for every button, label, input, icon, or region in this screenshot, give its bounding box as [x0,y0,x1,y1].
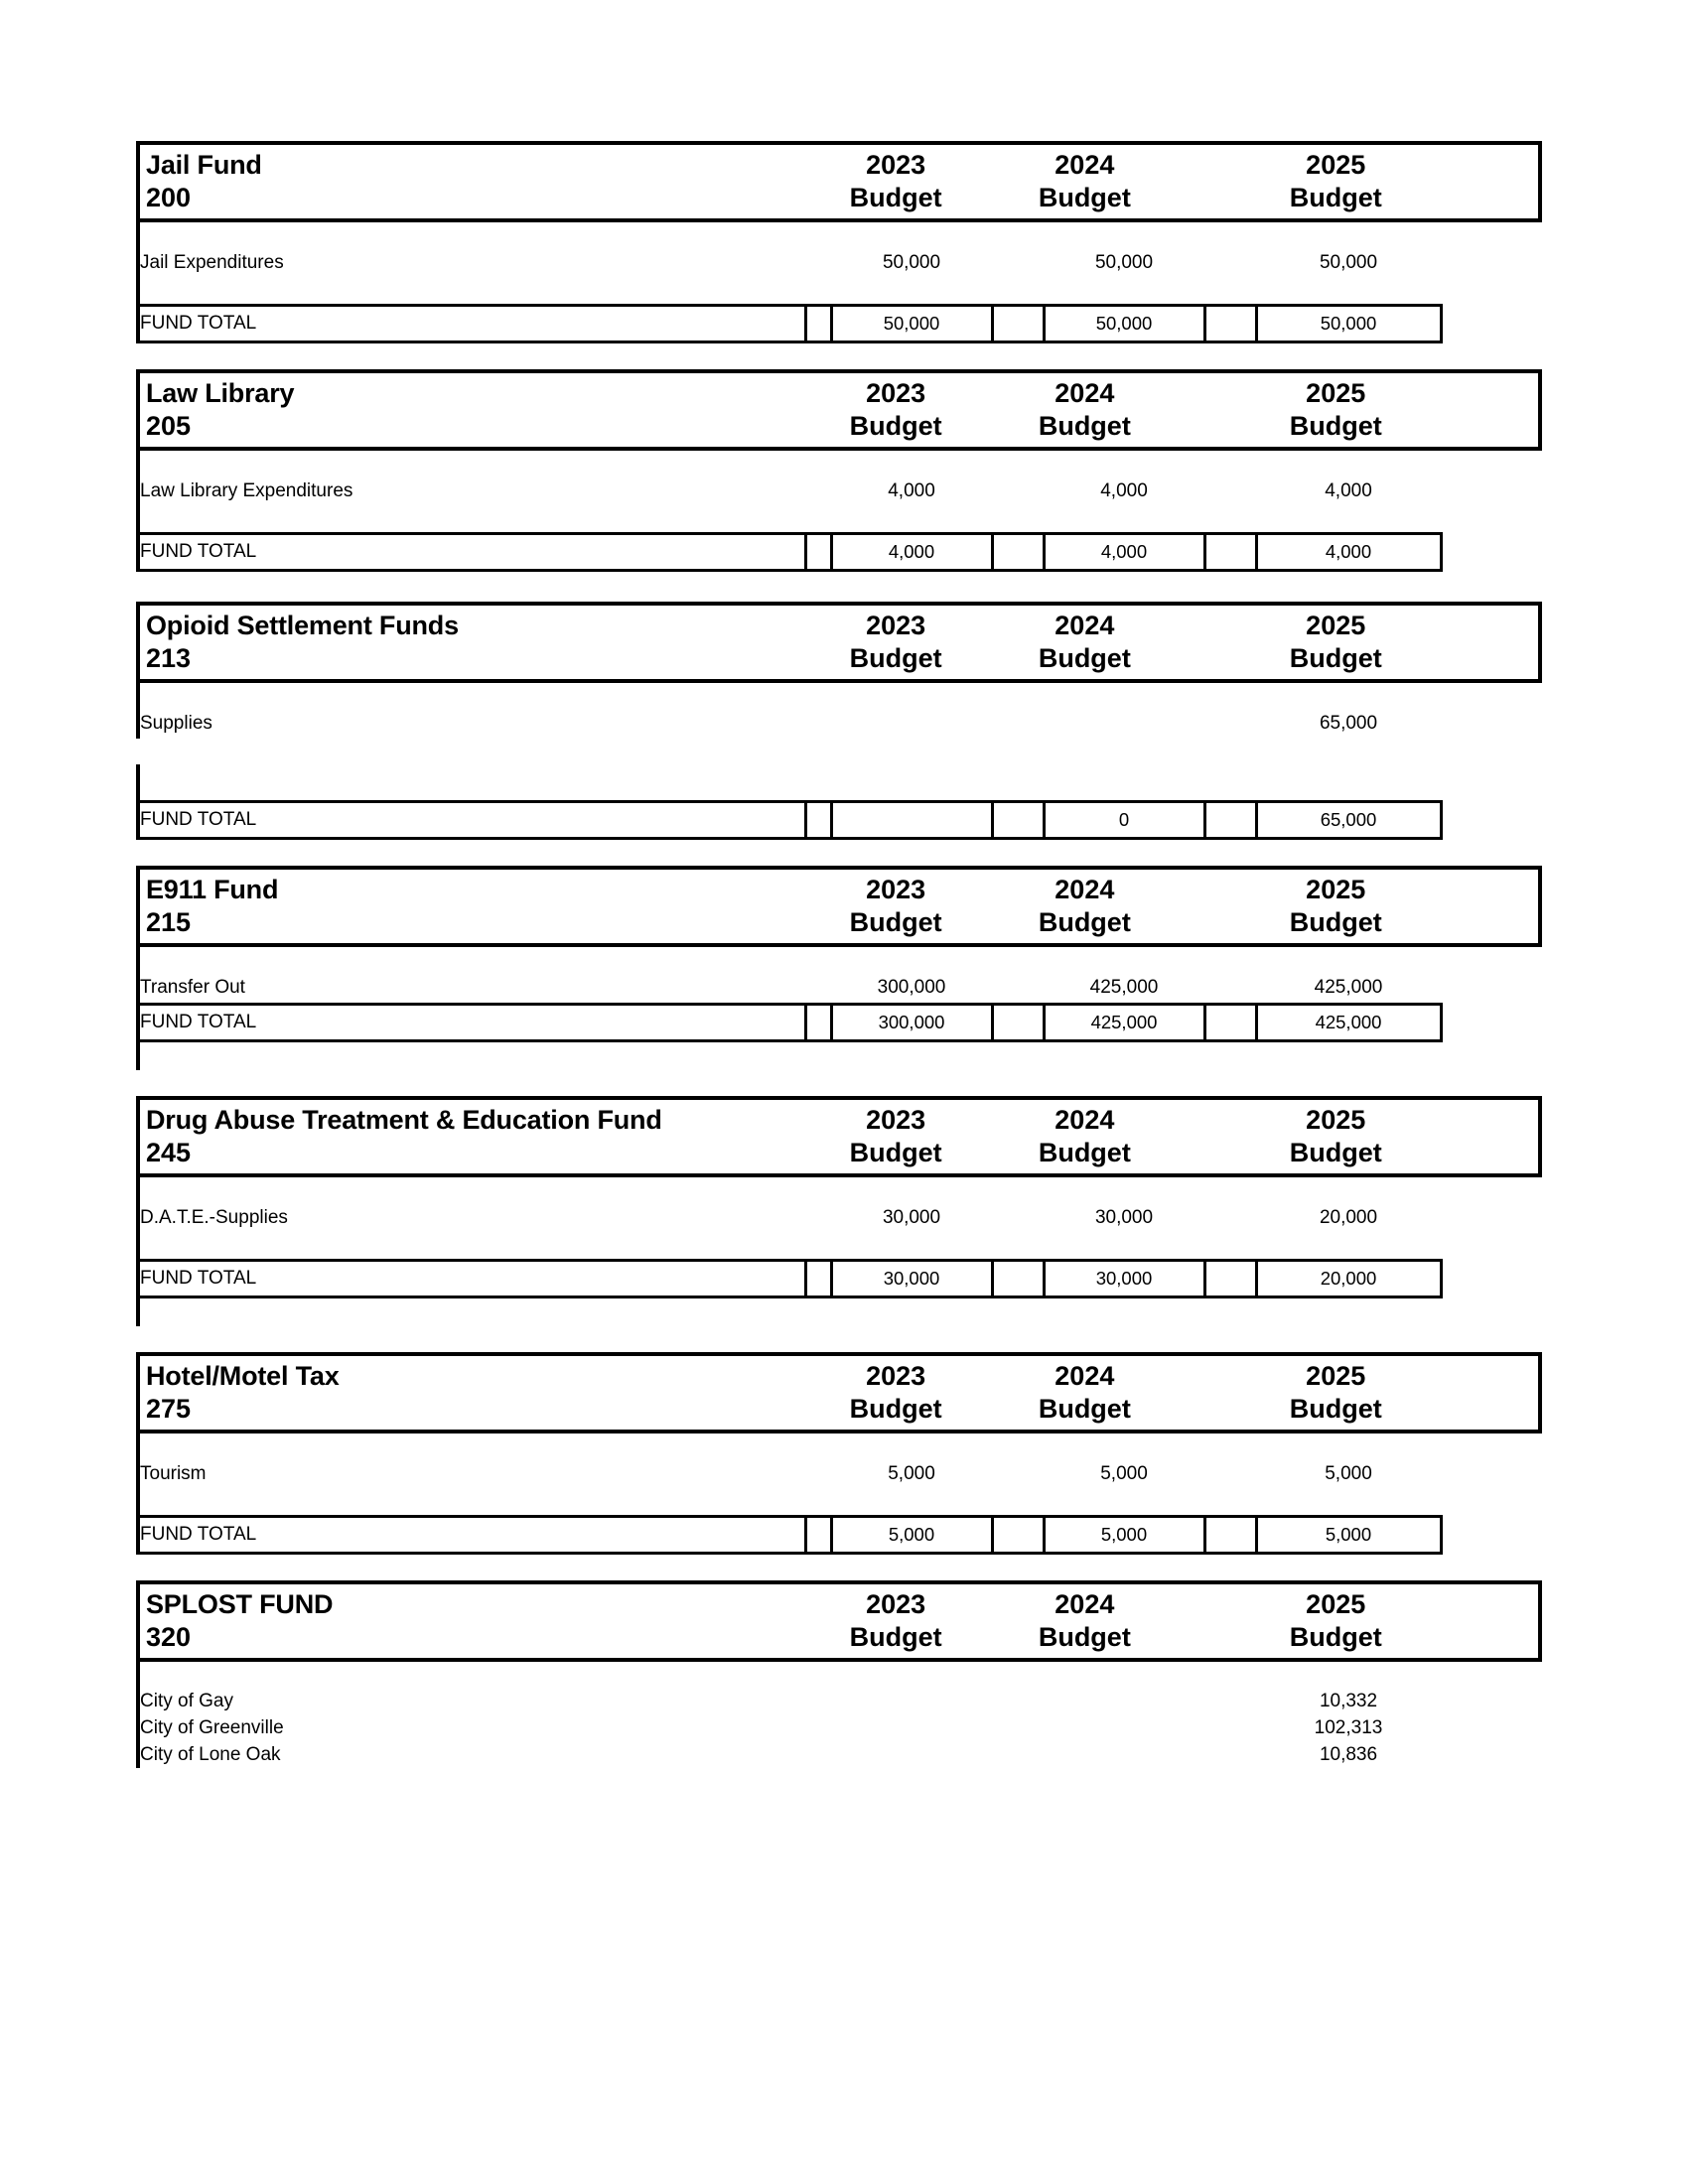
column-header-2025: 2025 Budget [1289,1361,1382,1424]
fund-total-row [138,306,1540,342]
line-item-value-2023 [831,1688,992,1714]
line-item-value-2025: 10,332 [1319,1690,1378,1711]
fund-block-splost-fund [136,1580,1542,1768]
fund-name: Law Library [146,378,295,409]
fund-name: E911 Fund [146,875,279,905]
line-item-label: Law Library Expenditures [138,477,805,506]
fund-block-e911-fund [136,866,1542,1070]
spacer [138,681,1540,709]
line-item-label: City of Greenville [138,1714,805,1741]
column-header-2025: 2025 Budget [1289,150,1382,212]
fund-total-2025: 20,000 [1256,1261,1441,1297]
fund-number: 213 [146,643,192,673]
budget-sheet [136,141,1538,1768]
column-header-2024: 2024 Budget [1038,150,1131,212]
column-header-2023: 2023 Budget [849,611,942,673]
line-item-label: Transfer Out [138,973,805,1005]
fund-total-row [138,534,1540,571]
line-item-value-2023: 4,000 [888,480,935,502]
line-item-value-2025: 102,313 [1314,1716,1383,1738]
line-item-label: Jail Expenditures [138,248,805,278]
line-item-value-2024: 425,000 [1089,977,1159,999]
line-item-label: D.A.T.E.-Supplies [138,1203,805,1233]
line-item-value-2025: 50,000 [1319,252,1378,274]
column-header-2024: 2024 Budget [1038,611,1131,673]
line-item-value-2023: 300,000 [877,977,946,999]
fund-header-row [138,143,1540,220]
line-item-label: City of Gay [138,1688,805,1714]
fund-total-2024: 50,000 [1044,306,1204,342]
fund-total-label: FUND TOTAL [138,1261,805,1297]
block-gap [136,343,1538,369]
spacer [138,1041,1540,1071]
line-item-value-2024: 30,000 [1094,1207,1154,1229]
line-item-row [138,248,1540,278]
column-header-2023: 2023 Budget [849,1589,942,1652]
fund-total-2023: 4,000 [831,534,992,571]
fund-total-row [138,1261,1540,1297]
line-item-label: Tourism [138,1459,805,1489]
fund-header-row [138,1098,1540,1175]
fund-name: Hotel/Motel Tax [146,1361,340,1392]
fund-total-2025: 5,000 [1256,1517,1441,1554]
fund-total-row [138,1005,1540,1041]
column-header-2024: 2024 Budget [1038,875,1131,937]
line-item-value-2023 [831,1714,992,1741]
fund-block-opioid-settlement-funds [136,602,1542,840]
line-item-value-2023 [831,1741,992,1768]
block-gap [136,1326,1538,1352]
column-header-2025: 2025 Budget [1289,378,1382,441]
spacer [138,1175,1540,1203]
line-item-value-2024: 5,000 [1100,1463,1148,1485]
opioid-blank-row [138,764,1540,802]
line-item-value-2024: 50,000 [1094,252,1154,274]
fund-total-label: FUND TOTAL [138,802,805,839]
column-header-2023: 2023 Budget [849,378,942,441]
fund-total-2025: 50,000 [1256,306,1441,342]
fund-number: 200 [146,183,192,212]
line-item-value-2023: 30,000 [882,1207,941,1229]
fund-total-label: FUND TOTAL [138,1517,805,1554]
fund-total-label: FUND TOTAL [138,534,805,571]
fund-total-2025: 4,000 [1256,534,1441,571]
block-gap [136,840,1538,866]
fund-total-row [138,1517,1540,1554]
fund-header-row [138,371,1540,449]
spacer [138,945,1540,973]
column-header-2024: 2024 Budget [1038,378,1131,441]
fund-block-law-library [136,369,1542,572]
fund-total-row [138,802,1540,839]
line-item-row [138,1203,1540,1233]
line-item-row [138,477,1540,506]
line-item-row [138,1714,1540,1741]
fund-total-2023: 5,000 [831,1517,992,1554]
column-header-2023: 2023 Budget [849,150,942,212]
fund-total-2024: 425,000 [1044,1005,1204,1041]
spacer [138,1660,1540,1688]
block-gap [136,1555,1538,1580]
spacer [138,220,1540,248]
column-header-2025: 2025 Budget [1289,1589,1382,1652]
block-gap [136,1070,1538,1096]
fund-number: 245 [146,1138,192,1167]
fund-total-2024: 5,000 [1044,1517,1204,1554]
line-item-value-2025: 5,000 [1325,1463,1372,1485]
fund-block-jail-fund [136,141,1542,343]
fund-name: Drug Abuse Treatment & Education Fund [146,1105,662,1136]
line-item-value-2023 [831,709,992,739]
column-header-2025: 2025 Budget [1289,875,1382,937]
fund-name: Opioid Settlement Funds [146,611,459,641]
column-header-2024: 2024 Budget [1038,1361,1131,1424]
line-item-value-2025: 10,836 [1319,1743,1378,1765]
fund-total-label: FUND TOTAL [138,306,805,342]
fund-name: SPLOST FUND [146,1589,334,1620]
line-item-label: Supplies [138,709,805,739]
fund-total-2024: 4,000 [1044,534,1204,571]
line-item-row [138,1741,1540,1768]
fund-total-2023 [831,802,992,839]
fund-header-row [138,1354,1540,1432]
spacer [138,1297,1540,1327]
spacer [138,278,1540,306]
fund-total-2023: 300,000 [831,1005,992,1041]
column-header-2023: 2023 Budget [849,1105,942,1167]
fund-number: 320 [146,1622,192,1652]
spacer [138,449,1540,477]
fund-number: 205 [146,411,192,441]
column-header-2024: 2024 Budget [1038,1589,1131,1652]
line-item-value-2024 [1044,1688,1204,1714]
line-item-value-2023: 50,000 [882,252,941,274]
line-item-value-2025: 65,000 [1319,713,1378,735]
column-header-2024: 2024 Budget [1038,1105,1131,1167]
spacer [138,1432,1540,1459]
line-item-row [138,973,1540,1005]
line-item-row [138,709,1540,739]
fund-total-2024: 30,000 [1044,1261,1204,1297]
fund-header-row [138,604,1540,681]
column-header-2025: 2025 Budget [1289,611,1382,673]
fund-number: 215 [146,907,192,937]
block-gap [136,572,1538,602]
fund-block-drug-abuse-treatment-education-fund [136,1096,1542,1326]
fund-header-row [138,868,1540,945]
line-item-value-2023: 5,000 [888,1463,935,1485]
column-header-2025: 2025 Budget [1289,1105,1382,1167]
fund-block-hotel-motel-tax [136,1352,1542,1555]
column-header-2023: 2023 Budget [849,1361,942,1424]
line-item-value-2025: 425,000 [1314,977,1383,999]
line-item-value-2025: 20,000 [1319,1207,1378,1229]
line-item-label: City of Lone Oak [138,1741,805,1768]
fund-header-row [138,1582,1540,1660]
spacer [138,739,1540,764]
line-item-row [138,1459,1540,1489]
line-item-value-2024 [1044,1741,1204,1768]
fund-total-2024: 0 [1044,802,1204,839]
column-header-2023: 2023 Budget [849,875,942,937]
line-item-value-2024: 4,000 [1100,480,1148,502]
fund-total-2023: 30,000 [831,1261,992,1297]
line-item-value-2024 [1044,709,1204,739]
spacer [138,1489,1540,1517]
fund-number: 275 [146,1394,192,1424]
spacer [138,1233,1540,1261]
line-item-row [138,1688,1540,1714]
fund-total-2025: 65,000 [1256,802,1441,839]
line-item-value-2024 [1044,1714,1204,1741]
spacer [138,506,1540,534]
fund-total-2025: 425,000 [1256,1005,1441,1041]
line-item-value-2025: 4,000 [1325,480,1372,502]
fund-total-label: FUND TOTAL [138,1005,805,1041]
fund-name: Jail Fund [146,150,262,181]
fund-total-2023: 50,000 [831,306,992,342]
